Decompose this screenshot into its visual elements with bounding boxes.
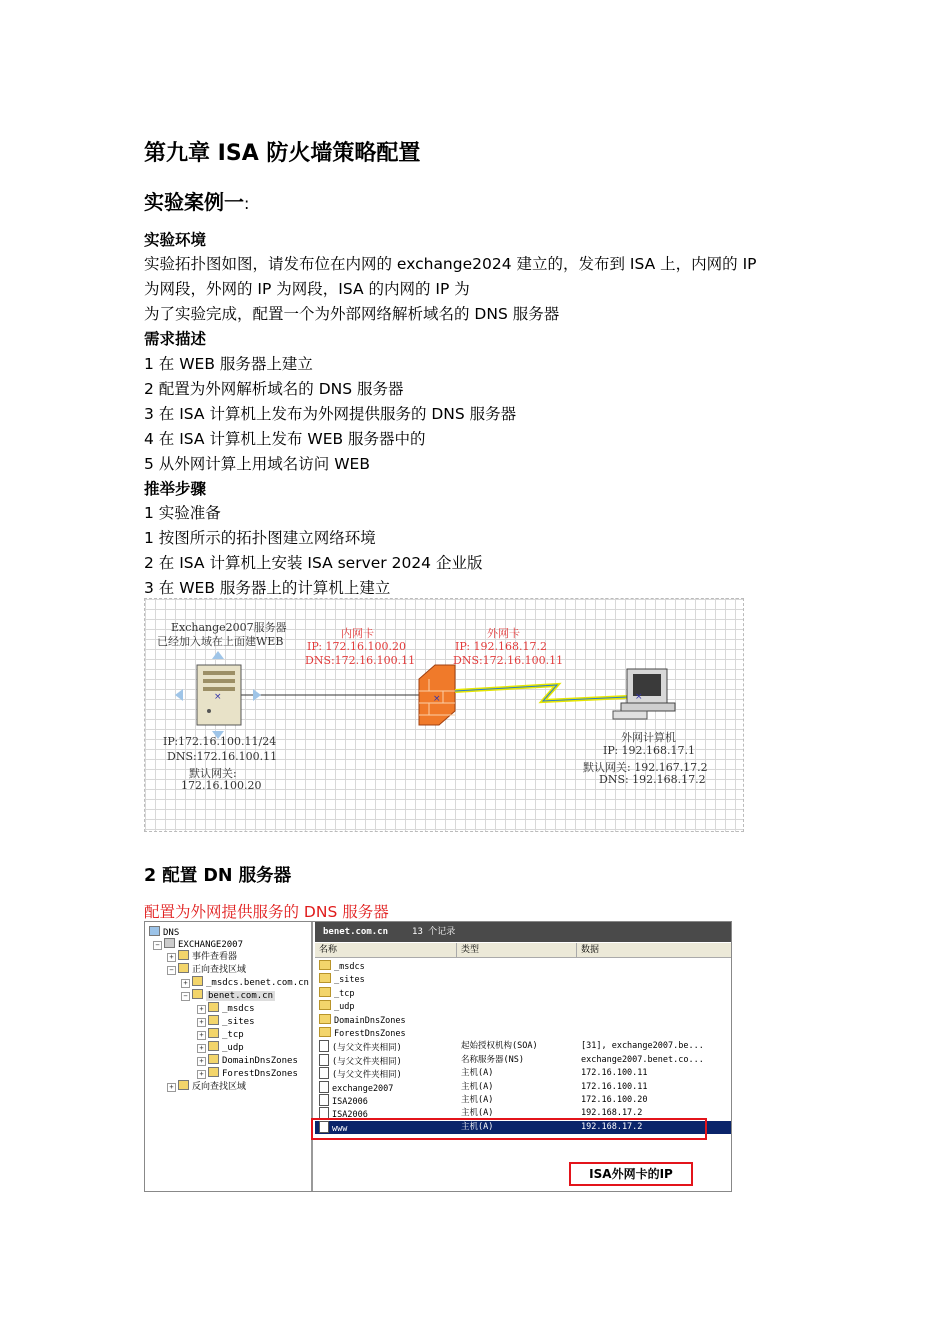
- record-name: _tcp: [319, 987, 457, 1001]
- tree-node-server[interactable]: − EXCHANGE2007: [153, 938, 243, 951]
- expand-icon[interactable]: +: [197, 1070, 206, 1079]
- expand-icon[interactable]: +: [167, 953, 176, 962]
- expand-icon[interactable]: +: [167, 1083, 176, 1092]
- record-name: (与父文件夹相同): [319, 1067, 457, 1082]
- env-label: 实验环境: [144, 231, 207, 249]
- record-icon: [319, 1040, 329, 1052]
- steps-line-4: 3 在 WEB 服务器上的计算机上建立: [144, 579, 391, 597]
- folder-icon: [178, 1080, 189, 1090]
- pc-dns: DNS: 192.168.17.2: [599, 773, 706, 786]
- arrow-left-icon: [175, 689, 183, 701]
- folder-icon: [208, 1028, 219, 1038]
- page-title: 第九章 ISA 防火墙策略配置: [144, 141, 421, 166]
- steps-line-2: 1 按图所示的拓扑图建立网络环境: [144, 529, 376, 547]
- column-headers: [315, 943, 731, 958]
- tree-node-udp[interactable]: + _udp: [197, 1041, 244, 1054]
- case-heading-colon: :: [244, 194, 250, 213]
- case-heading: [144, 186, 249, 215]
- nic-in-title: 内网卡: [341, 627, 374, 640]
- nic-out-dns: DNS:172.16.100.11: [453, 654, 564, 667]
- pc-gw: 默认网关: 192.167.17.2: [583, 761, 708, 774]
- folder-icon: [208, 1054, 219, 1064]
- server-icon: [197, 665, 241, 725]
- zone-icon: [192, 976, 203, 986]
- collapse-icon[interactable]: −: [181, 992, 190, 1001]
- server-gw: 172.16.100.20: [181, 779, 262, 792]
- server-dns: DNS:172.16.100.11: [167, 750, 278, 763]
- section2-red-caption: 配置为外网提供服务的 DNS 服务器: [144, 903, 389, 921]
- req-line-4: 4 在 ISA 计算机上发布 WEB 服务器中的: [144, 430, 426, 448]
- svg-text:×: ×: [433, 694, 441, 704]
- record-data: exchange2007.benet.co...: [581, 1054, 704, 1065]
- expand-icon[interactable]: +: [197, 1057, 206, 1066]
- table-row[interactable]: [315, 1000, 731, 1013]
- steps-line-3: 2 在 ISA 计算机上安装 ISA server 2024 企业版: [144, 554, 483, 572]
- record-icon: [319, 1081, 329, 1093]
- steps-line-1: 1 实验准备: [144, 504, 221, 522]
- highlight-box: [311, 1118, 707, 1140]
- arrow-up-icon: [212, 651, 224, 659]
- tree-node-event-viewer[interactable]: + 事件查看器: [167, 950, 237, 963]
- tree-node-forward-zones[interactable]: − 正向查找区域: [167, 963, 246, 976]
- req-line-2: 2 配置为外网解析域名的 DNS 服务器: [144, 380, 404, 398]
- table-row[interactable]: [315, 960, 731, 973]
- record-name: _msdcs: [319, 960, 457, 974]
- folder-icon: [178, 963, 189, 973]
- req-line-5: 5 从外网计算上用域名访问 WEB: [144, 455, 370, 473]
- table-row[interactable]: [315, 1014, 731, 1027]
- record-name: (与父文件夹相同): [319, 1040, 457, 1055]
- dns-tree: [145, 922, 313, 1192]
- tree-node-msdcs-zone[interactable]: + _msdcs.benet.com.cn: [181, 976, 309, 989]
- case-heading-text: 实验案例一: [144, 190, 244, 214]
- record-name: www: [319, 1121, 457, 1136]
- expand-icon[interactable]: +: [181, 979, 190, 988]
- table-row[interactable]: [315, 1081, 731, 1094]
- record-name: _sites: [319, 973, 457, 987]
- record-type: 名称服务器(NS): [461, 1054, 524, 1065]
- expand-icon[interactable]: +: [197, 1031, 206, 1040]
- nic-out-ip: IP: 192.168.17.2: [455, 640, 548, 653]
- folder-icon: [319, 1027, 331, 1037]
- record-data: 172.16.100.20: [581, 1095, 648, 1105]
- tree-node-reverse-zones[interactable]: + 反向查找区域: [167, 1080, 246, 1093]
- record-name: DomainDnsZones: [319, 1014, 457, 1028]
- nic-in-ip: IP: 172.16.100.20: [307, 640, 407, 653]
- record-type: 主机(A): [461, 1108, 494, 1119]
- record-name: exchange2007: [319, 1081, 457, 1096]
- firewall-icon: [419, 665, 455, 725]
- steps-label: 推举步骤: [144, 480, 207, 498]
- svg-text:×: ×: [214, 692, 222, 702]
- dns-icon: [149, 926, 160, 936]
- computer-icon: [613, 669, 675, 719]
- folder-icon: [208, 1015, 219, 1025]
- record-data: 192.168.17.2: [581, 1108, 643, 1119]
- req-label: 需求描述: [144, 330, 207, 348]
- tree-node-dns[interactable]: DNS: [149, 926, 179, 939]
- expand-icon[interactable]: +: [197, 1044, 206, 1053]
- server-caption-1: Exchange2007服务器: [171, 621, 287, 634]
- tree-node-forestdnszones[interactable]: + ForestDnsZones: [197, 1067, 298, 1080]
- record-data: 172.16.100.11: [581, 1068, 648, 1079]
- list-header: [315, 922, 731, 942]
- server-caption-2: 已经加入域在上面建WEB: [157, 635, 284, 648]
- env-line-1: 实验拓扑图如图，请发布位在内网的 exchange2024 建立的，发布到 ISA 上，内网的 IP: [144, 255, 757, 273]
- svg-text:×: ×: [635, 692, 643, 702]
- table-row[interactable]: [315, 1067, 731, 1080]
- dns-record-list: [315, 922, 731, 1191]
- record-type: 主机(A): [461, 1095, 494, 1105]
- record-name: ISA2006: [319, 1094, 457, 1109]
- table-row[interactable]: [315, 973, 731, 986]
- table-row[interactable]: [315, 1040, 731, 1053]
- record-type: 主机(A): [461, 1121, 494, 1132]
- folder-icon: [319, 960, 331, 970]
- expand-icon[interactable]: +: [197, 1018, 206, 1027]
- zone-title: benet.com.cn: [323, 927, 389, 937]
- nic-in-dns: DNS:172.16.100.11: [305, 654, 416, 667]
- record-icon: [319, 1054, 329, 1066]
- isa-ip-note: ISA外网卡的IP: [569, 1162, 693, 1186]
- collapse-icon[interactable]: −: [153, 941, 162, 950]
- req-line-1: 1 在 WEB 服务器上建立: [144, 355, 313, 373]
- env-line-2: 为网段，外网的 IP 为网段，ISA 的内网的 IP 为: [144, 280, 470, 298]
- collapse-icon[interactable]: −: [167, 966, 176, 975]
- event-viewer-icon: [178, 950, 189, 960]
- server-gw-label: 默认网关:: [189, 767, 237, 780]
- expand-icon[interactable]: +: [197, 1005, 206, 1014]
- nic-out-title: 外网卡: [487, 627, 520, 640]
- table-row[interactable]: [315, 1054, 731, 1067]
- req-line-3: 3 在 ISA 计算机上发布为外网提供服务的 DNS 服务器: [144, 405, 517, 423]
- table-row[interactable]: [315, 1094, 731, 1107]
- record-type: 主机(A): [461, 1081, 494, 1092]
- record-name: ForestDnsZones: [319, 1027, 457, 1041]
- record-name: ISA2006: [319, 1107, 457, 1122]
- section2-title: 2 配置 DN 服务器: [144, 866, 292, 886]
- tree-node-domaindnszones[interactable]: + DomainDnsZones: [197, 1054, 298, 1067]
- folder-icon: [319, 973, 331, 983]
- record-icon: [319, 1067, 329, 1079]
- folder-icon: [319, 1000, 331, 1010]
- record-data: 172.16.100.11: [581, 1081, 648, 1092]
- column-data[interactable]: 数据: [577, 943, 732, 957]
- tree-node-tcp[interactable]: + _tcp: [197, 1028, 244, 1041]
- column-type[interactable]: 类型: [457, 943, 577, 957]
- dns-console: [144, 921, 732, 1192]
- record-type: 起始授权机构(SOA): [461, 1041, 538, 1052]
- tree-node-benet-zone[interactable]: − benet.com.cn: [181, 989, 275, 1002]
- record-icon: [319, 1094, 329, 1106]
- folder-icon: [319, 1014, 331, 1024]
- arrow-right-icon: [253, 689, 261, 701]
- record-name: (与父文件夹相同): [319, 1054, 457, 1069]
- column-name[interactable]: 名称: [315, 943, 457, 957]
- server-icon: [164, 938, 175, 948]
- folder-icon: [208, 1067, 219, 1077]
- topology-diagram: [144, 598, 744, 832]
- zone-icon: [192, 989, 203, 999]
- record-count: 13 个记录: [412, 927, 456, 937]
- table-row[interactable]: [315, 1027, 731, 1040]
- pc-title: 外网计算机: [621, 731, 676, 744]
- record-data: 192.168.17.2: [581, 1121, 643, 1132]
- folder-icon: [319, 987, 331, 997]
- env-line-3: 为了实验完成，配置一个为外部网络解析域名的 DNS 服务器: [144, 305, 560, 323]
- folder-icon: [208, 1002, 219, 1012]
- folder-icon: [208, 1041, 219, 1051]
- table-row[interactable]: [315, 987, 731, 1000]
- record-data: [31], exchange2007.be...: [581, 1041, 704, 1052]
- server-ip: IP:172.16.100.11/24: [163, 735, 277, 748]
- pc-ip: IP: 192.168.17.1: [603, 744, 696, 757]
- tree-node-msdcs[interactable]: + _msdcs: [197, 1002, 255, 1015]
- record-type: 主机(A): [461, 1068, 494, 1079]
- tree-node-sites[interactable]: + _sites: [197, 1015, 255, 1028]
- record-name: _udp: [319, 1000, 457, 1014]
